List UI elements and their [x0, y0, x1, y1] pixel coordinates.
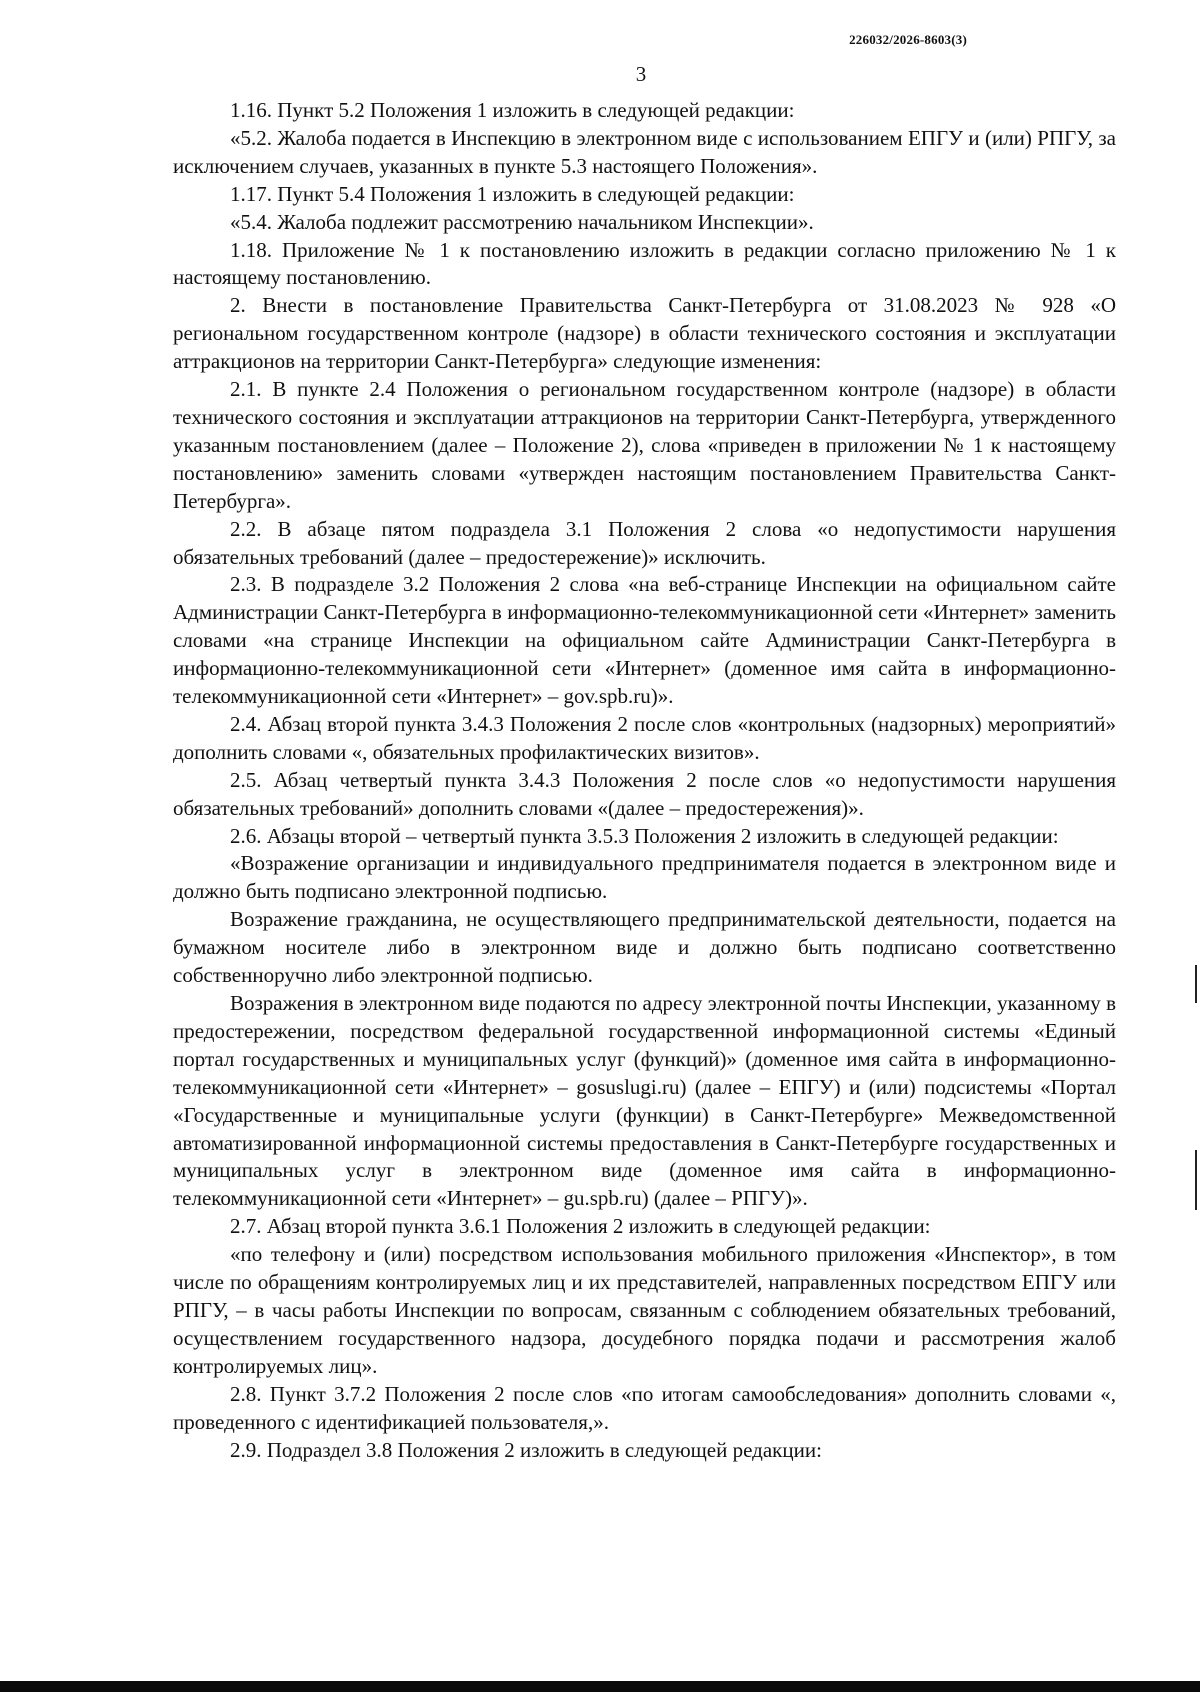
paragraph-objection-citizen: Возражение гражданина, не осуществляющего предпринимательской деятельности, подается на бумажном носителе либо в электронном виде и должно быть подписано соответственно собственноручно либо электронной подписью. — [173, 907, 1116, 988]
paragraph-quote-phone: «по телефону и (или) посредством использования мобильного приложения «Инспектор», в том числе по обращениям контролируемых лиц и их представителей, направленных посредством ЕПГУ или РПГУ, – в часы работы Инспекции по вопросам, связанным с соблюдением обязательных требований, осуществлением государственного надзора, досудебного порядка подачи и рассмотрения жалоб контролируемых лиц». — [173, 1242, 1116, 1378]
paragraph-2-8: 2.8. Пункт 3.7.2 Положения 2 после слов «по итогам самообследования» дополнить словами «, проведенного с идентификацией пользователя,». — [173, 1381, 1116, 1434]
paragraph-quote-5-2: «5.2. Жалоба подается в Инспекцию в электронном виде с использованием ЕПГУ и (или) РПГУ, за исключением случаев, указанных в пункте 5.3 настоящего Положения». — [173, 125, 1116, 178]
paragraph-2-3: 2.3. В подразделе 3.2 Положения 2 слова «на веб-странице Инспекции на официальном сайте Администрации Санкт-Петербурга в информационно-телекоммуникационной сети «Интернет» заменить словами «на странице Инспекции на официальном сайте Администрации Санкт-Петербурга в информационно-телекоммуникационной сети «Интернет» (доменное имя сайта в информационно-телекоммуникационной сети «Интернет» – gov.spb.ru)». — [173, 572, 1116, 709]
paragraph-1-16: 1.16. Пункт 5.2 Положения 1 изложить в следующей редакции: — [230, 98, 795, 122]
document-body — [173, 97, 1116, 1464]
paragraph-2-4: 2.4. Абзац второй пункта 3.4.3 Положения 2 после слов «контрольных (надзорных) мероприятий» дополнить словами «, обязательных профилактических визитов». — [173, 711, 1116, 764]
paragraph-2-5: 2.5. Абзац четвертый пункта 3.4.3 Положения 2 после слов «о недопустимости нарушения обязательных требований» дополнить словами «(далее – предостережения)». — [173, 767, 1116, 820]
scan-bottom-edge — [0, 1681, 1200, 1692]
paragraph-2-9: 2.9. Подраздел 3.8 Положения 2 изложить в следующей редакции: — [230, 1437, 822, 1462]
paragraph-1-17: 1.17. Пункт 5.4 Положения 1 изложить в следующей редакции: — [230, 181, 795, 206]
paragraph-2-6: 2.6. Абзацы второй – четвертый пункта 3.5.3 Положения 2 изложить в следующей редакции: — [230, 823, 1059, 848]
paragraph-2-2: 2.2. В абзаце пятом подраздела 3.1 Положения 2 слова «о недопустимости нарушения обязательных требований (далее – предостережение)» исключить. — [173, 516, 1116, 569]
paragraph-objection-organization: «Возражение организации и индивидуального предпринимателя подается в электронном виде и должно быть подписано электронной подписью. — [173, 851, 1116, 904]
paragraph-objection-electronic: Возражения в электронном виде подаются по адресу электронной почты Инспекции, указанному в предостережении, посредством федеральной государственной информационной системы «Единый портал государственных и муниципальных услуг (функций)» (доменное имя сайта в информационно-телекоммуникационной сети «Интернет» – gosuslugi.ru) (далее – ЕПГУ) и (или) подсистемы «Портал «Государственные и муниципальные услуги (функции) в Санкт-Петербурге» Межведомственной автоматизированной информационной системы предоставления в Санкт-Петербурге государственных и муниципальных услуг в электронном виде (доменное имя сайта в информационно-телекоммуникационной сети «Интернет» – gu.spb.ru) (далее – РПГУ)». — [173, 991, 1116, 1211]
paragraph-1-18: 1.18. Приложение № 1 к постановлению изложить в редакции согласно приложению № 1 к настоящему постановлению. — [173, 237, 1116, 290]
paragraph-2-1: 2.1. В пункте 2.4 Положения о региональном государственном контроле (надзоре) в области технического состояния и эксплуатации аттракционов на территории Санкт-Петербурга, утвержденного указанным постановлением (далее – Положение 2), слова «приведен в приложении № 1 к настоящему постановлению» заменить словами «утвержден настоящим постановлением Правительства Санкт-Петербурга». — [173, 377, 1116, 513]
paragraph-quote-5-4: «5.4. Жалоба подлежит рассмотрению начальником Инспекции». — [230, 209, 814, 234]
paragraph-2: 2. Внести в постановление Правительства Санкт-Петербурга от 31.08.2023 № 928 «О региональном государственном контроле (надзоре) в области технического состояния и эксплуатации аттракционов на территории Санкт-Петербурга» следующие изменения: — [173, 293, 1116, 374]
page-number: 3 — [635, 62, 647, 86]
scan-edge-mark — [1195, 965, 1197, 1003]
paragraph-2-7: 2.7. Абзац второй пункта 3.6.1 Положения 2 изложить в следующей редакции: — [230, 1214, 931, 1239]
document-id: 226032/2026-8603(3) — [849, 32, 967, 47]
scan-edge-mark — [1195, 1150, 1197, 1210]
